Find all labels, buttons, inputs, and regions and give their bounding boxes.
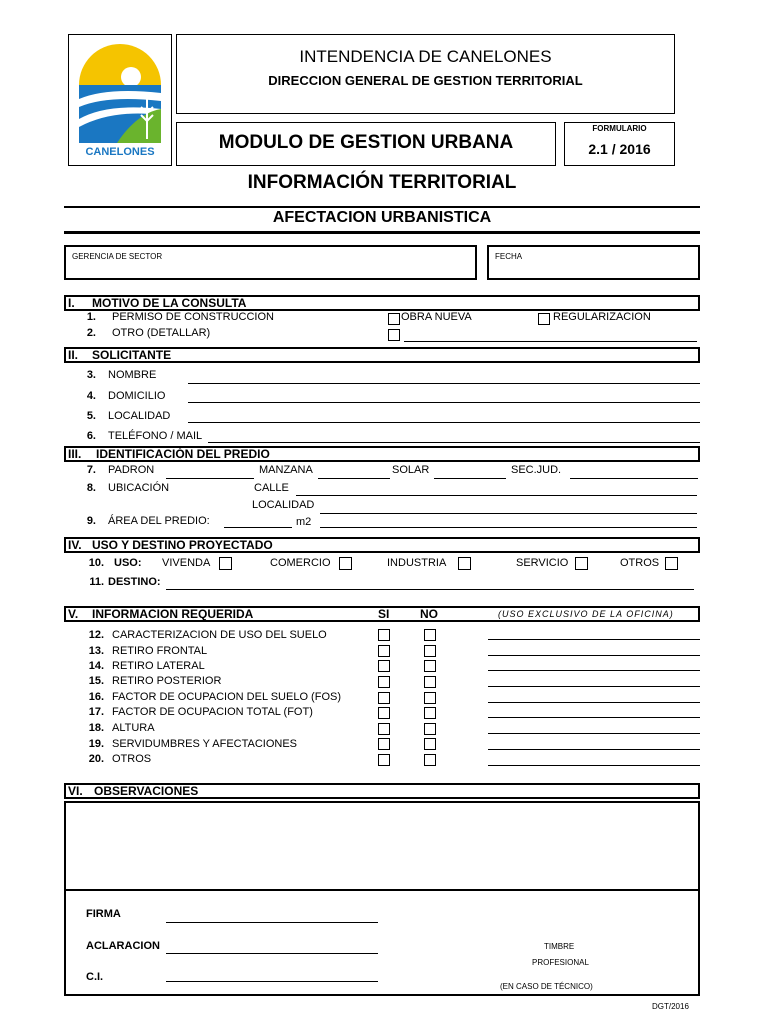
section-number: V. <box>68 607 79 621</box>
otro-checkbox[interactable] <box>388 329 400 341</box>
no-checkbox[interactable] <box>424 707 436 719</box>
oficina-line[interactable] <box>488 655 700 656</box>
oficina-line[interactable] <box>488 639 700 640</box>
org-name: INTENDENCIA DE CANELONES <box>299 47 552 66</box>
obra-nueva-checkbox[interactable] <box>388 313 400 325</box>
firma-line[interactable] <box>166 922 378 923</box>
oficina-line[interactable] <box>488 765 700 766</box>
item-number: 1. <box>86 311 96 323</box>
canelones-logo <box>77 43 163 143</box>
si-checkbox[interactable] <box>378 676 390 688</box>
permiso-label: PERMISO DE CONSTRUCCION <box>112 311 274 323</box>
item-number: 5. <box>86 410 96 422</box>
section-title: INFORMACION REQUERIDA <box>92 607 254 621</box>
item-number: 4. <box>86 390 96 402</box>
list-item-label: CARACTERIZACION DE USO DEL SUELO <box>112 629 327 641</box>
industria-checkbox[interactable] <box>458 557 471 570</box>
telefono-label: TELÉFONO / MAIL <box>108 430 203 442</box>
comercio-checkbox[interactable] <box>339 557 352 570</box>
oficina-line[interactable] <box>488 749 700 750</box>
domicilio-line[interactable] <box>188 402 700 403</box>
area-label: ÁREA DEL PREDIO: <box>108 515 210 527</box>
logo-box <box>68 34 172 166</box>
manzana-label: MANZANA <box>259 464 313 476</box>
module-box <box>176 122 556 166</box>
no-checkbox[interactable] <box>424 738 436 750</box>
calle-line[interactable] <box>296 495 697 496</box>
servicio-label: SERVICIO <box>516 557 569 569</box>
formulario-box <box>564 122 675 166</box>
vivienda-checkbox[interactable] <box>219 557 232 570</box>
list-item-label: FACTOR DE OCUPACION TOTAL (FOT) <box>112 706 313 718</box>
section-number: I. <box>68 296 75 310</box>
telefono-line[interactable] <box>208 442 700 443</box>
item-number: 2. <box>86 327 96 339</box>
item-number: 12. <box>88 629 104 641</box>
list-item-label: SERVIDUMBRES Y AFECTACIONES <box>112 738 298 750</box>
gerencia-label: GERENCIA DE SECTOR <box>72 252 163 261</box>
si-checkbox[interactable] <box>378 660 390 672</box>
list-item-label: ALTURA <box>112 722 155 734</box>
m2-label: m2 <box>296 516 312 528</box>
gerencia-field[interactable] <box>64 245 477 280</box>
no-checkbox[interactable] <box>424 660 436 672</box>
otros-uso-label: OTROS <box>620 557 660 569</box>
section-number: III. <box>68 447 82 461</box>
logo-text: CANELONES <box>85 146 155 158</box>
item-number: 17. <box>88 706 104 718</box>
padron-label: PADRON <box>108 464 155 476</box>
si-checkbox[interactable] <box>378 645 390 657</box>
no-checkbox[interactable] <box>424 645 436 657</box>
no-checkbox[interactable] <box>424 692 436 704</box>
domicilio-label: DOMICILIO <box>108 390 166 402</box>
secjud-line[interactable] <box>570 478 698 479</box>
section-number: II. <box>68 348 79 362</box>
item-number: 13. <box>88 645 104 657</box>
item-number: 19. <box>88 738 104 750</box>
section-uso <box>64 537 700 553</box>
ubicacion-label: UBICACIÓN <box>108 482 170 494</box>
otros-uso-checkbox[interactable] <box>665 557 678 570</box>
item-number: 15. <box>88 675 104 687</box>
section-motivo <box>64 295 700 311</box>
list-item-label: RETIRO LATERAL <box>112 660 205 672</box>
si-checkbox[interactable] <box>378 629 390 641</box>
si-checkbox[interactable] <box>378 707 390 719</box>
section-title: IDENTIFICACIÓN DEL PREDIO <box>96 447 270 461</box>
oficina-line[interactable] <box>488 733 700 734</box>
uso-label: USO: <box>114 557 142 569</box>
item-number: 6. <box>86 430 96 442</box>
ci-label: C.I. <box>86 971 104 983</box>
section-number: IV. <box>68 538 82 552</box>
calle-label: CALLE <box>254 482 289 494</box>
solar-line[interactable] <box>434 478 506 479</box>
industria-label: INDUSTRIA <box>387 557 447 569</box>
padron-line[interactable] <box>166 478 254 479</box>
timbre-label: TIMBRE <box>544 942 575 951</box>
area-line[interactable] <box>224 527 292 528</box>
item-number: 9. <box>86 515 96 527</box>
section-solicitante <box>64 347 700 363</box>
section-informacion <box>64 606 700 622</box>
fecha-label: FECHA <box>495 252 523 261</box>
dept-name: DIRECCION GENERAL DE GESTION TERRITORIAL <box>268 73 583 88</box>
no-checkbox[interactable] <box>424 754 436 766</box>
section-observaciones <box>64 783 700 799</box>
localidad-line[interactable] <box>188 422 700 423</box>
oficina-header: (USO EXCLUSIVO DE LA OFICINA) <box>498 609 674 619</box>
vivienda-label: VIVENDA <box>162 557 211 569</box>
formulario-label: FORMULARIO <box>592 124 647 133</box>
si-header: SI <box>378 607 390 621</box>
secjud-label: SEC.JUD. <box>511 464 562 476</box>
no-checkbox[interactable] <box>424 629 436 641</box>
comercio-label: COMERCIO <box>270 557 331 569</box>
org-box <box>176 34 675 114</box>
destino-line[interactable] <box>166 589 694 590</box>
predio-localidad-line[interactable] <box>320 513 697 514</box>
item-number: 14. <box>88 660 104 672</box>
section-number: VI. <box>68 784 83 798</box>
localidad-label: LOCALIDAD <box>108 410 171 422</box>
main-title: INFORMACIÓN TERRITORIAL <box>247 172 517 193</box>
caso-tecnico-label: (EN CASO DE TÉCNICO) <box>500 982 593 991</box>
formulario-value: 2.1 / 2016 <box>588 141 651 157</box>
aclaracion-label: ACLARACION <box>86 940 160 952</box>
si-checkbox[interactable] <box>378 692 390 704</box>
list-item-label: RETIRO POSTERIOR <box>112 675 222 687</box>
list-item-label: FACTOR DE OCUPACION DEL SUELO (FOS) <box>112 691 341 703</box>
list-item-label: RETIRO FRONTAL <box>112 645 208 657</box>
signature-box <box>64 889 700 996</box>
list-item-label: OTROS <box>112 753 152 765</box>
item-number: 11. <box>89 576 104 588</box>
section-predio <box>64 446 700 462</box>
regularizacion-label: REGULARIZACION <box>553 311 651 323</box>
manzana-line[interactable] <box>318 478 390 479</box>
observaciones-textarea[interactable] <box>64 801 700 891</box>
otro-detail-line[interactable] <box>404 341 697 342</box>
sub-rule <box>64 231 700 234</box>
oficina-line[interactable] <box>488 670 700 671</box>
no-checkbox[interactable] <box>424 723 436 735</box>
section-title: MOTIVO DE LA CONSULTA <box>92 296 247 310</box>
si-checkbox[interactable] <box>378 723 390 735</box>
section-title: SOLICITANTE <box>92 348 172 362</box>
oficina-line[interactable] <box>488 702 700 703</box>
oficina-line[interactable] <box>488 717 700 718</box>
fecha-field[interactable] <box>487 245 700 280</box>
predio-localidad-label: LOCALIDAD <box>252 499 315 511</box>
si-checkbox[interactable] <box>378 738 390 750</box>
module-title: MODULO DE GESTION URBANA <box>218 132 514 153</box>
si-checkbox[interactable] <box>378 754 390 766</box>
otro-label: OTRO (DETALLAR) <box>112 327 211 339</box>
profesional-label: PROFESIONAL <box>532 958 589 967</box>
item-number: 3. <box>86 369 96 381</box>
item-number: 20. <box>88 753 104 765</box>
oficina-line[interactable] <box>488 686 700 687</box>
regularizacion-checkbox[interactable] <box>538 313 550 325</box>
area-extra-line[interactable] <box>320 527 697 528</box>
section-title: USO Y DESTINO PROYECTADO <box>92 538 273 552</box>
item-number: 8. <box>86 482 96 494</box>
aclaracion-line[interactable] <box>166 953 378 954</box>
section-title: OBSERVACIONES <box>94 784 199 798</box>
servicio-checkbox[interactable] <box>575 557 588 570</box>
item-number: 16. <box>88 691 104 703</box>
firma-label: FIRMA <box>86 908 121 920</box>
nombre-line[interactable] <box>188 383 700 384</box>
no-checkbox[interactable] <box>424 676 436 688</box>
item-number: 10. <box>88 557 104 569</box>
destino-label: DESTINO: <box>108 576 161 588</box>
obra-nueva-label: OBRA NUEVA <box>401 311 472 323</box>
item-number: 18. <box>88 722 104 734</box>
title-rule <box>64 206 700 208</box>
no-header: NO <box>420 607 438 621</box>
solar-label: SOLAR <box>392 464 430 476</box>
ci-line[interactable] <box>166 981 378 982</box>
nombre-label: NOMBRE <box>108 369 157 381</box>
item-number: 7. <box>86 464 96 476</box>
footer-code: DGT/2016 <box>652 1002 689 1011</box>
sub-title: AFECTACION URBANISTICA <box>272 209 492 226</box>
